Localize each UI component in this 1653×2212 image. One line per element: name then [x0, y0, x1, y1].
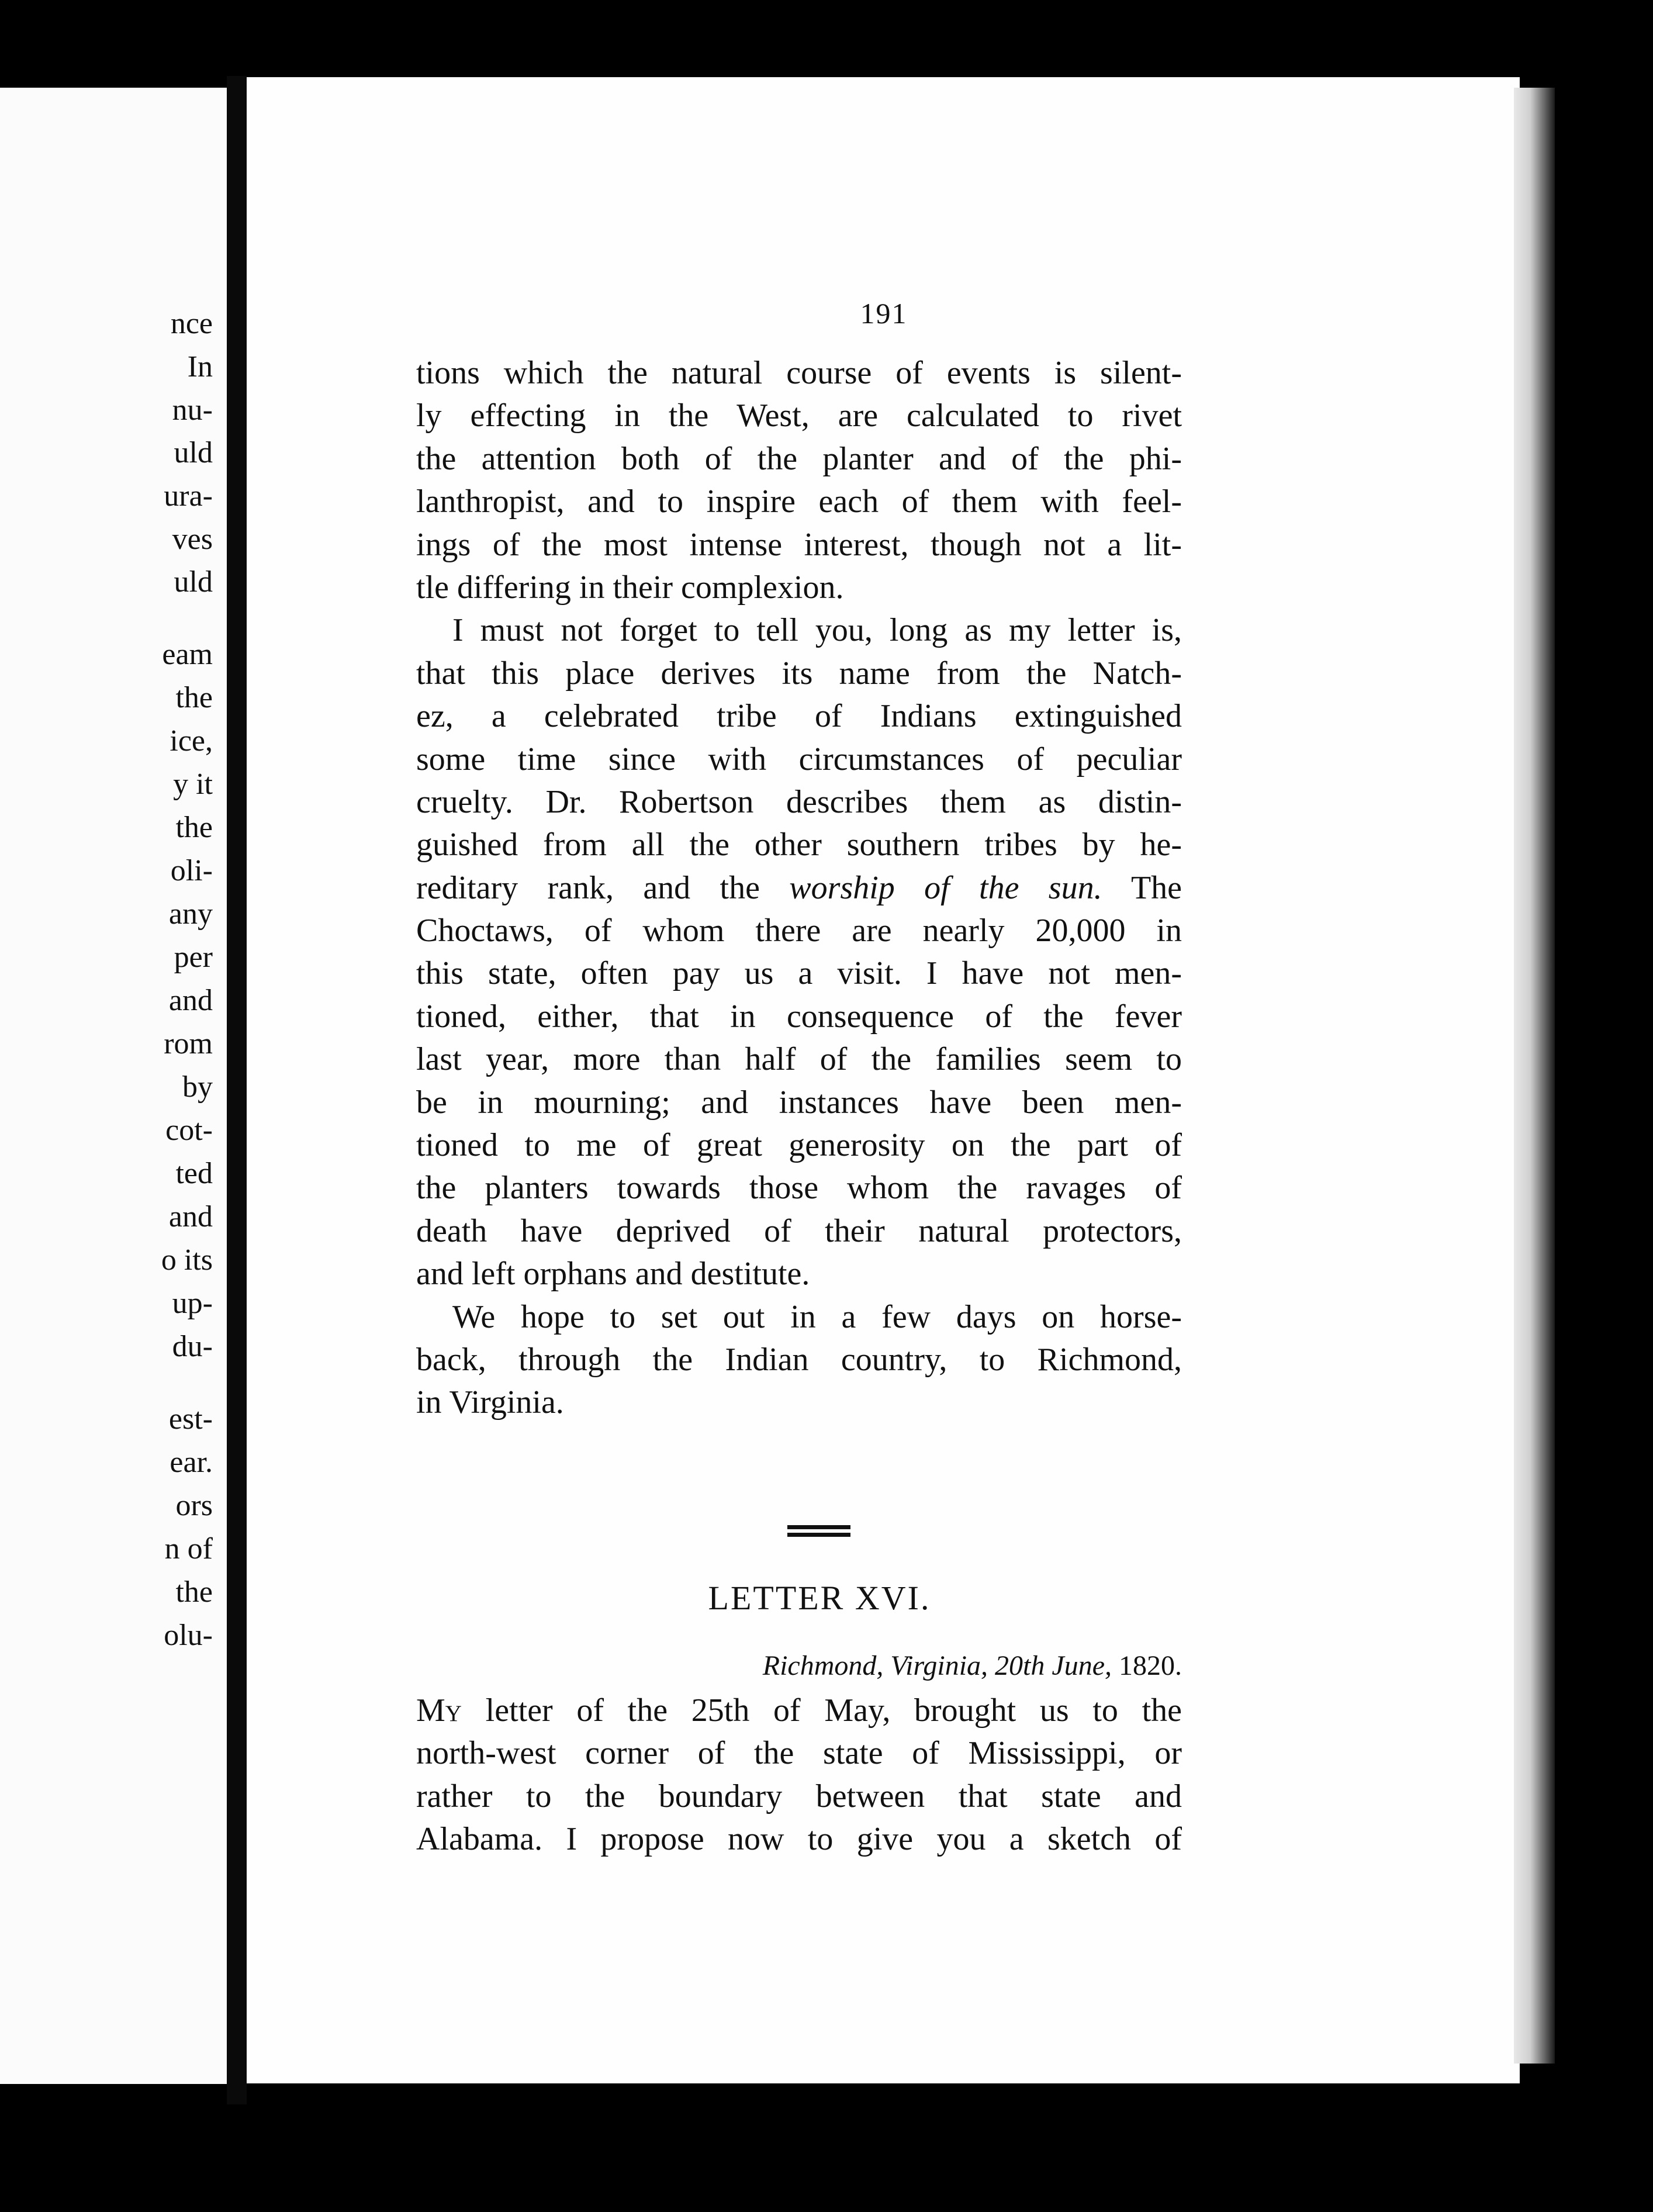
text-line: I must not forget to tell you, long as my letter is, [452, 612, 1182, 649]
text-line: lanthropist, and to inspire each of them with feel- [416, 483, 1182, 520]
previous-page-line: the [175, 1575, 213, 1609]
previous-page-line: any [168, 897, 213, 931]
text-line: and left orphans and destitute. [416, 1256, 810, 1292]
previous-page-line: In [187, 350, 213, 383]
text-fragment: The [1130, 869, 1182, 906]
previous-page-line: up- [172, 1287, 213, 1320]
dateline [703, 1650, 1182, 1682]
text-line: north-west corner of the state of Mississippi, or [416, 1735, 1182, 1772]
text-line: back, through the Indian country, to Richmond, [416, 1341, 1182, 1378]
previous-page-line: the [175, 811, 213, 844]
previous-page-line: ice, [170, 724, 213, 758]
text-line: the attention both of the planter and of the phi- [416, 440, 1182, 477]
text-line: death have deprived of their natural protectors, [416, 1212, 1182, 1249]
text-fragment: reditary rank, and the [416, 869, 760, 906]
text-line: ez, a celebrated tribe of Indians extinguished [416, 698, 1182, 735]
text-line [416, 867, 1182, 910]
page-edge [1514, 88, 1555, 2064]
previous-page-line: rom [164, 1027, 213, 1060]
previous-page-line: ear. [170, 1446, 213, 1479]
page-number: 191 [860, 297, 908, 330]
previous-page-line: oli- [170, 854, 213, 887]
previous-page-line: ors [175, 1489, 213, 1522]
drop-word: My [416, 1692, 462, 1729]
dateline-place: Richmond, Virginia, [762, 1650, 988, 1681]
previous-page-line: eam [162, 638, 213, 671]
text-line: Alabama. I propose now to give you a sketch of [416, 1821, 1182, 1858]
text-line: in Virginia. [416, 1384, 564, 1421]
text-line: ly effecting in the West, are calculated to rivet [416, 398, 1182, 434]
text-line: ings of the most intense interest, though not a lit- [416, 526, 1182, 563]
text-line: tioned, either, that in consequence of the fever [416, 998, 1182, 1035]
text-line: be in mourning; and instances have been men- [416, 1084, 1182, 1121]
text-line: cruelty. Dr. Robertson describes them as distin- [416, 783, 1182, 820]
text-line: tle differing in their complexion. [416, 569, 844, 606]
italic-phrase: worship of the sun. [789, 869, 1102, 906]
text-line: rather to the boundary between that state and [416, 1778, 1182, 1814]
text-line: tioned to me of great generosity on the part of [416, 1127, 1182, 1164]
previous-page-line: du- [172, 1330, 213, 1363]
previous-page-line: and [168, 1200, 213, 1233]
previous-page-line: olu- [164, 1619, 213, 1652]
previous-page-line: per [174, 941, 213, 974]
previous-page-line: uld [174, 565, 213, 599]
previous-page-line: ura- [164, 479, 213, 513]
book-page [247, 77, 1520, 2083]
text-line: last year, more than half of the families seem to [416, 1041, 1182, 1078]
text-line: Choctaws, of whom there are nearly 20,000 in [416, 913, 1182, 949]
previous-page-line: y it [173, 768, 213, 801]
text-line: that this place derives its name from the Natch- [416, 655, 1182, 692]
text-line: this state, often pay us a visit. I have not men- [416, 955, 1182, 992]
previous-page-line: cot- [165, 1114, 213, 1147]
previous-page-line: and [168, 984, 213, 1017]
previous-page-line: nce [170, 307, 213, 340]
previous-page-line: est- [168, 1402, 213, 1436]
previous-page [0, 88, 227, 2084]
previous-page-line: n of [164, 1532, 213, 1565]
text-line [416, 1689, 1182, 1732]
text-line: the planters towards those whom the ravages of [416, 1170, 1182, 1207]
body-text-top [416, 352, 1182, 1425]
previous-page-line: uld [174, 436, 213, 469]
dateline-year: 1820. [1119, 1650, 1182, 1681]
section-rule [787, 1533, 850, 1537]
text-line: We hope to set out in a few days on horse- [452, 1298, 1182, 1335]
book-gutter [227, 76, 247, 2104]
text-line: some time since with circumstances of peculiar [416, 741, 1182, 777]
previous-page-line: o its [161, 1243, 213, 1277]
dateline-date: 20th June, [995, 1650, 1112, 1681]
text-line: guished from all the other southern tribes by he- [416, 827, 1182, 863]
body-text-bottom [416, 1689, 1182, 1861]
previous-page-line: the [175, 681, 213, 714]
section-rule [787, 1525, 850, 1529]
previous-page-line: ves [172, 523, 213, 556]
previous-page-line: ted [175, 1157, 213, 1190]
previous-page-line: nu- [172, 393, 213, 427]
previous-page-line: by [182, 1070, 213, 1104]
letter-heading: LETTER XVI. [708, 1579, 931, 1617]
text-line: tions which the natural course of events is silent- [416, 355, 1182, 391]
text-fragment: letter of the 25th of May, brought us to the [485, 1692, 1182, 1729]
